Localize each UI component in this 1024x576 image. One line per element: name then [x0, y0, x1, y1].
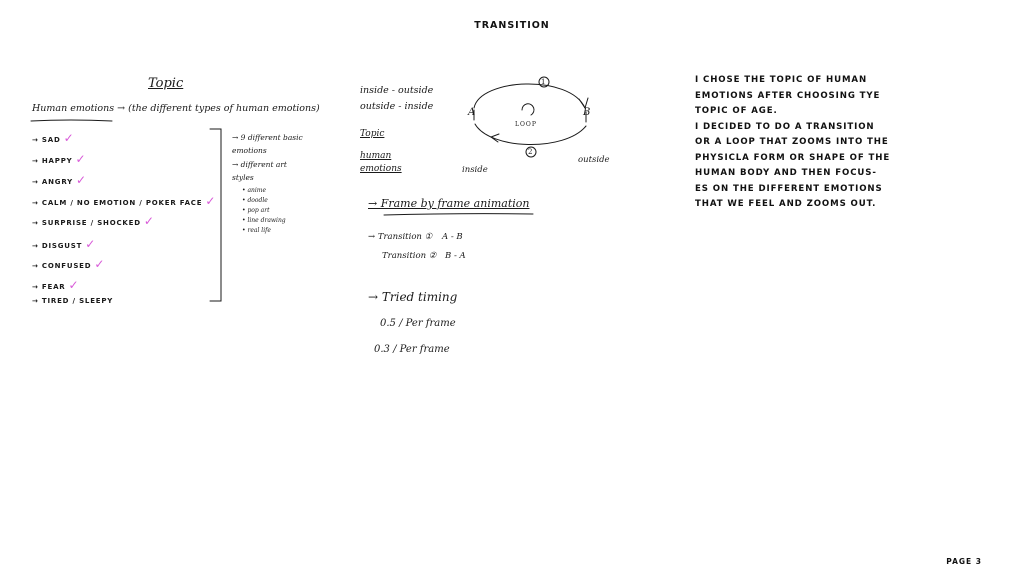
transition-2-value: B - A	[445, 251, 466, 261]
emotion-item: → TIRED / SLEEPY	[32, 297, 114, 305]
description-line: HUMAN BODY AND THEN FOCUS-	[695, 168, 877, 178]
check-mark-icon: ✓	[76, 173, 87, 187]
page-number: PAGE 3	[946, 557, 982, 566]
art-style-item: • anime	[242, 187, 267, 194]
description-line: ES ON THE DIFFERENT EMOTIONS	[695, 183, 883, 194]
marker-2-circle	[526, 147, 536, 157]
emotion-item: → SURPRISE / SHOCKED ✓	[32, 214, 155, 228]
topic-label: Topic	[360, 129, 385, 139]
timing-value: 0.5 / Per frame	[380, 318, 456, 329]
description-line: I DECIDED TO DO A TRANSITION	[695, 121, 875, 132]
arrow-head-icon	[491, 134, 499, 142]
topic-heading: Topic	[148, 76, 184, 91]
topic-value: human emotions	[360, 151, 402, 174]
emotion-item: → DISGUST ✓	[32, 237, 97, 251]
check-mark-icon: ✓	[85, 237, 97, 251]
arrow-head-icon	[579, 98, 588, 108]
tried-timing-heading: → Tried timing	[368, 290, 458, 304]
art-style-item: • line drawing	[242, 217, 286, 224]
description-line: EMOTIONS AFTER CHOOSING TYE	[695, 90, 881, 101]
art-style-item: • pop art	[242, 207, 270, 214]
loop-icon	[522, 104, 534, 115]
transition-2-label: Transition ②	[382, 251, 437, 261]
outside-inside-note: outside - inside	[360, 101, 434, 112]
point-b-label: B	[583, 107, 591, 118]
description-line: THAT WE FEEL AND ZOOMS OUT.	[695, 199, 877, 209]
description-line: PHYSICLA FORM OR SHAPE OF THE	[695, 152, 891, 163]
art-style-item: • real life	[242, 227, 271, 234]
check-mark-icon: ✓	[63, 131, 75, 145]
frame-by-frame-note: → Frame by frame animation	[368, 197, 530, 210]
emotion-item: → SAD ✓	[32, 131, 75, 145]
emotion-item: → FEAR ✓	[32, 278, 80, 292]
check-mark-icon: ✓	[205, 194, 217, 208]
emotion-item: → ANGRY ✓	[32, 173, 87, 187]
marker-1-circle	[539, 77, 549, 87]
bracket-stroke	[210, 129, 221, 301]
loop-label: LOOP	[515, 121, 537, 128]
description-line: OR A LOOP THAT ZOOMS INTO THE	[695, 137, 889, 147]
basic-emotions-note: → 9 different basic emotions	[232, 133, 303, 155]
transition-1-label: → Transition ①	[368, 232, 433, 242]
emotion-item: → CALM / NO EMOTION / POKER FACE ✓	[32, 194, 217, 208]
description-line: TOPIC OF AGE.	[695, 106, 778, 116]
inside-label: inside	[462, 165, 488, 175]
emotion-item: → CONFUSED ✓	[32, 257, 106, 271]
underline-stroke	[384, 214, 533, 215]
description-block	[695, 73, 915, 213]
timing-value: 0.3 / Per frame	[374, 344, 450, 355]
topic-main-line: Human emotions → (the different types of human emotions)	[32, 103, 320, 114]
loop-bottom-arc	[475, 124, 586, 145]
loop-top-arc	[474, 84, 585, 108]
page-title: TRANSITION	[474, 20, 550, 31]
art-style-item: • doodle	[242, 197, 268, 204]
art-styles-heading: → different art styles	[232, 160, 287, 182]
marker-2-label: 2	[528, 148, 533, 156]
check-mark-icon: ✓	[75, 152, 87, 166]
transition-1-value: A - B	[442, 232, 463, 242]
check-mark-icon: ✓	[143, 214, 155, 228]
marker-1-label: 1	[541, 78, 546, 86]
underline-stroke	[31, 120, 112, 121]
description-line: I CHOSE THE TOPIC OF HUMAN	[695, 75, 868, 85]
check-mark-icon: ✓	[94, 257, 106, 271]
outside-label: outside	[578, 155, 610, 165]
emotion-item: → HAPPY ✓	[32, 152, 87, 166]
inside-outside-note: inside - outside	[360, 85, 434, 96]
point-a-label: A	[468, 107, 476, 118]
check-mark-icon: ✓	[68, 278, 80, 292]
